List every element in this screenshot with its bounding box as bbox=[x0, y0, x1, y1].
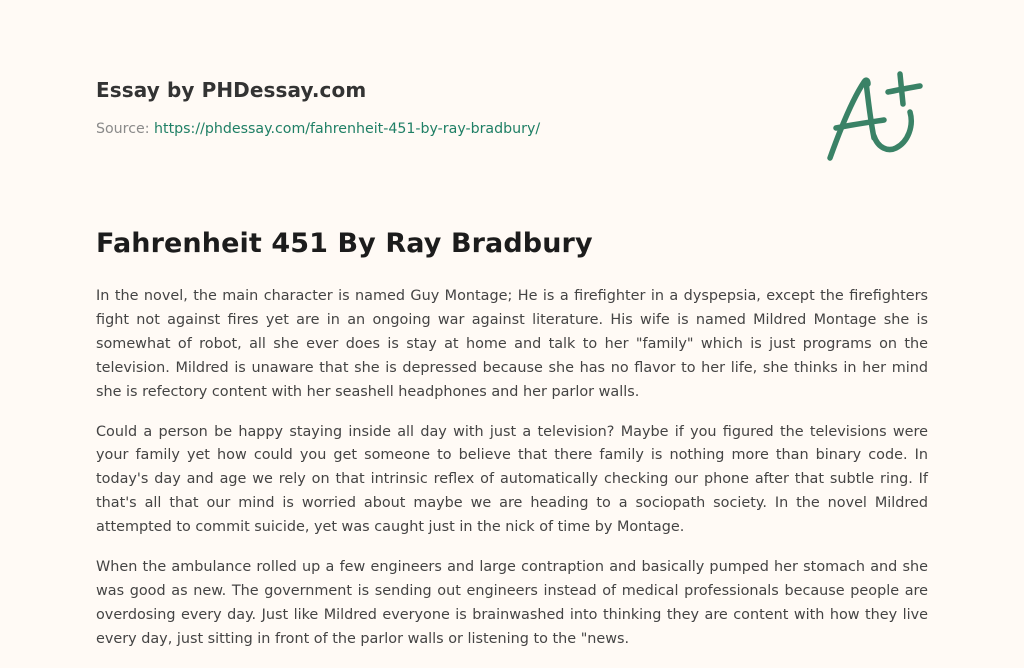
article-title: Fahrenheit 451 By Ray Bradbury bbox=[96, 228, 593, 259]
source-link[interactable]: https://phdessay.com/fahrenheit-451-by-ray-bradbury/ bbox=[154, 121, 541, 137]
a-plus-grade-icon bbox=[822, 68, 928, 164]
site-header bbox=[96, 76, 796, 139]
paragraph: In the novel, the main character is named Guy Montage; He is a firefighter in a dyspepsia, except the firefighters fight not against fires yet are in an ongoing war against literature. His wife is named Mildred Montage she is somewhat of robot, all she ever does is stay at home and talk to her "family" which is just programs on the television. Mildred is unaware that she is depressed because she has no flavor to her life, she thinks in her mind she is refectory content with her seashell headphones and her parlor walls. bbox=[96, 288, 928, 400]
source-label: Source: bbox=[96, 121, 150, 137]
paragraph: When the ambulance rolled up a few engineers and large contraption and basically pumped her stomach and she was good as new. The government is sending out engineers instead of medical professionals because people are overdosing every day. Just like Mildred everyone is brainwashed into thinking they are content with how they live every day, just sitting in front of the parlor walls or listening to the "news. bbox=[96, 559, 928, 647]
paragraph: Could a person be happy staying inside all day with just a television? Maybe if you figured the televisions were your family yet how could you get someone to believe that there family is nothing more than binary code. In today's day and age we rely on that intrinsic reflex of automatically checking our phone after that subtle ring. If that's all that our mind is worried about maybe we are heading to a sociopath society. In the novel Mildred attempted to commit suicide, yet was caught just in the nick of time by Montage. bbox=[96, 423, 928, 536]
site-title: Essay by PHDessay.com bbox=[96, 78, 367, 102]
source-line bbox=[96, 119, 796, 139]
article-body bbox=[96, 285, 928, 668]
